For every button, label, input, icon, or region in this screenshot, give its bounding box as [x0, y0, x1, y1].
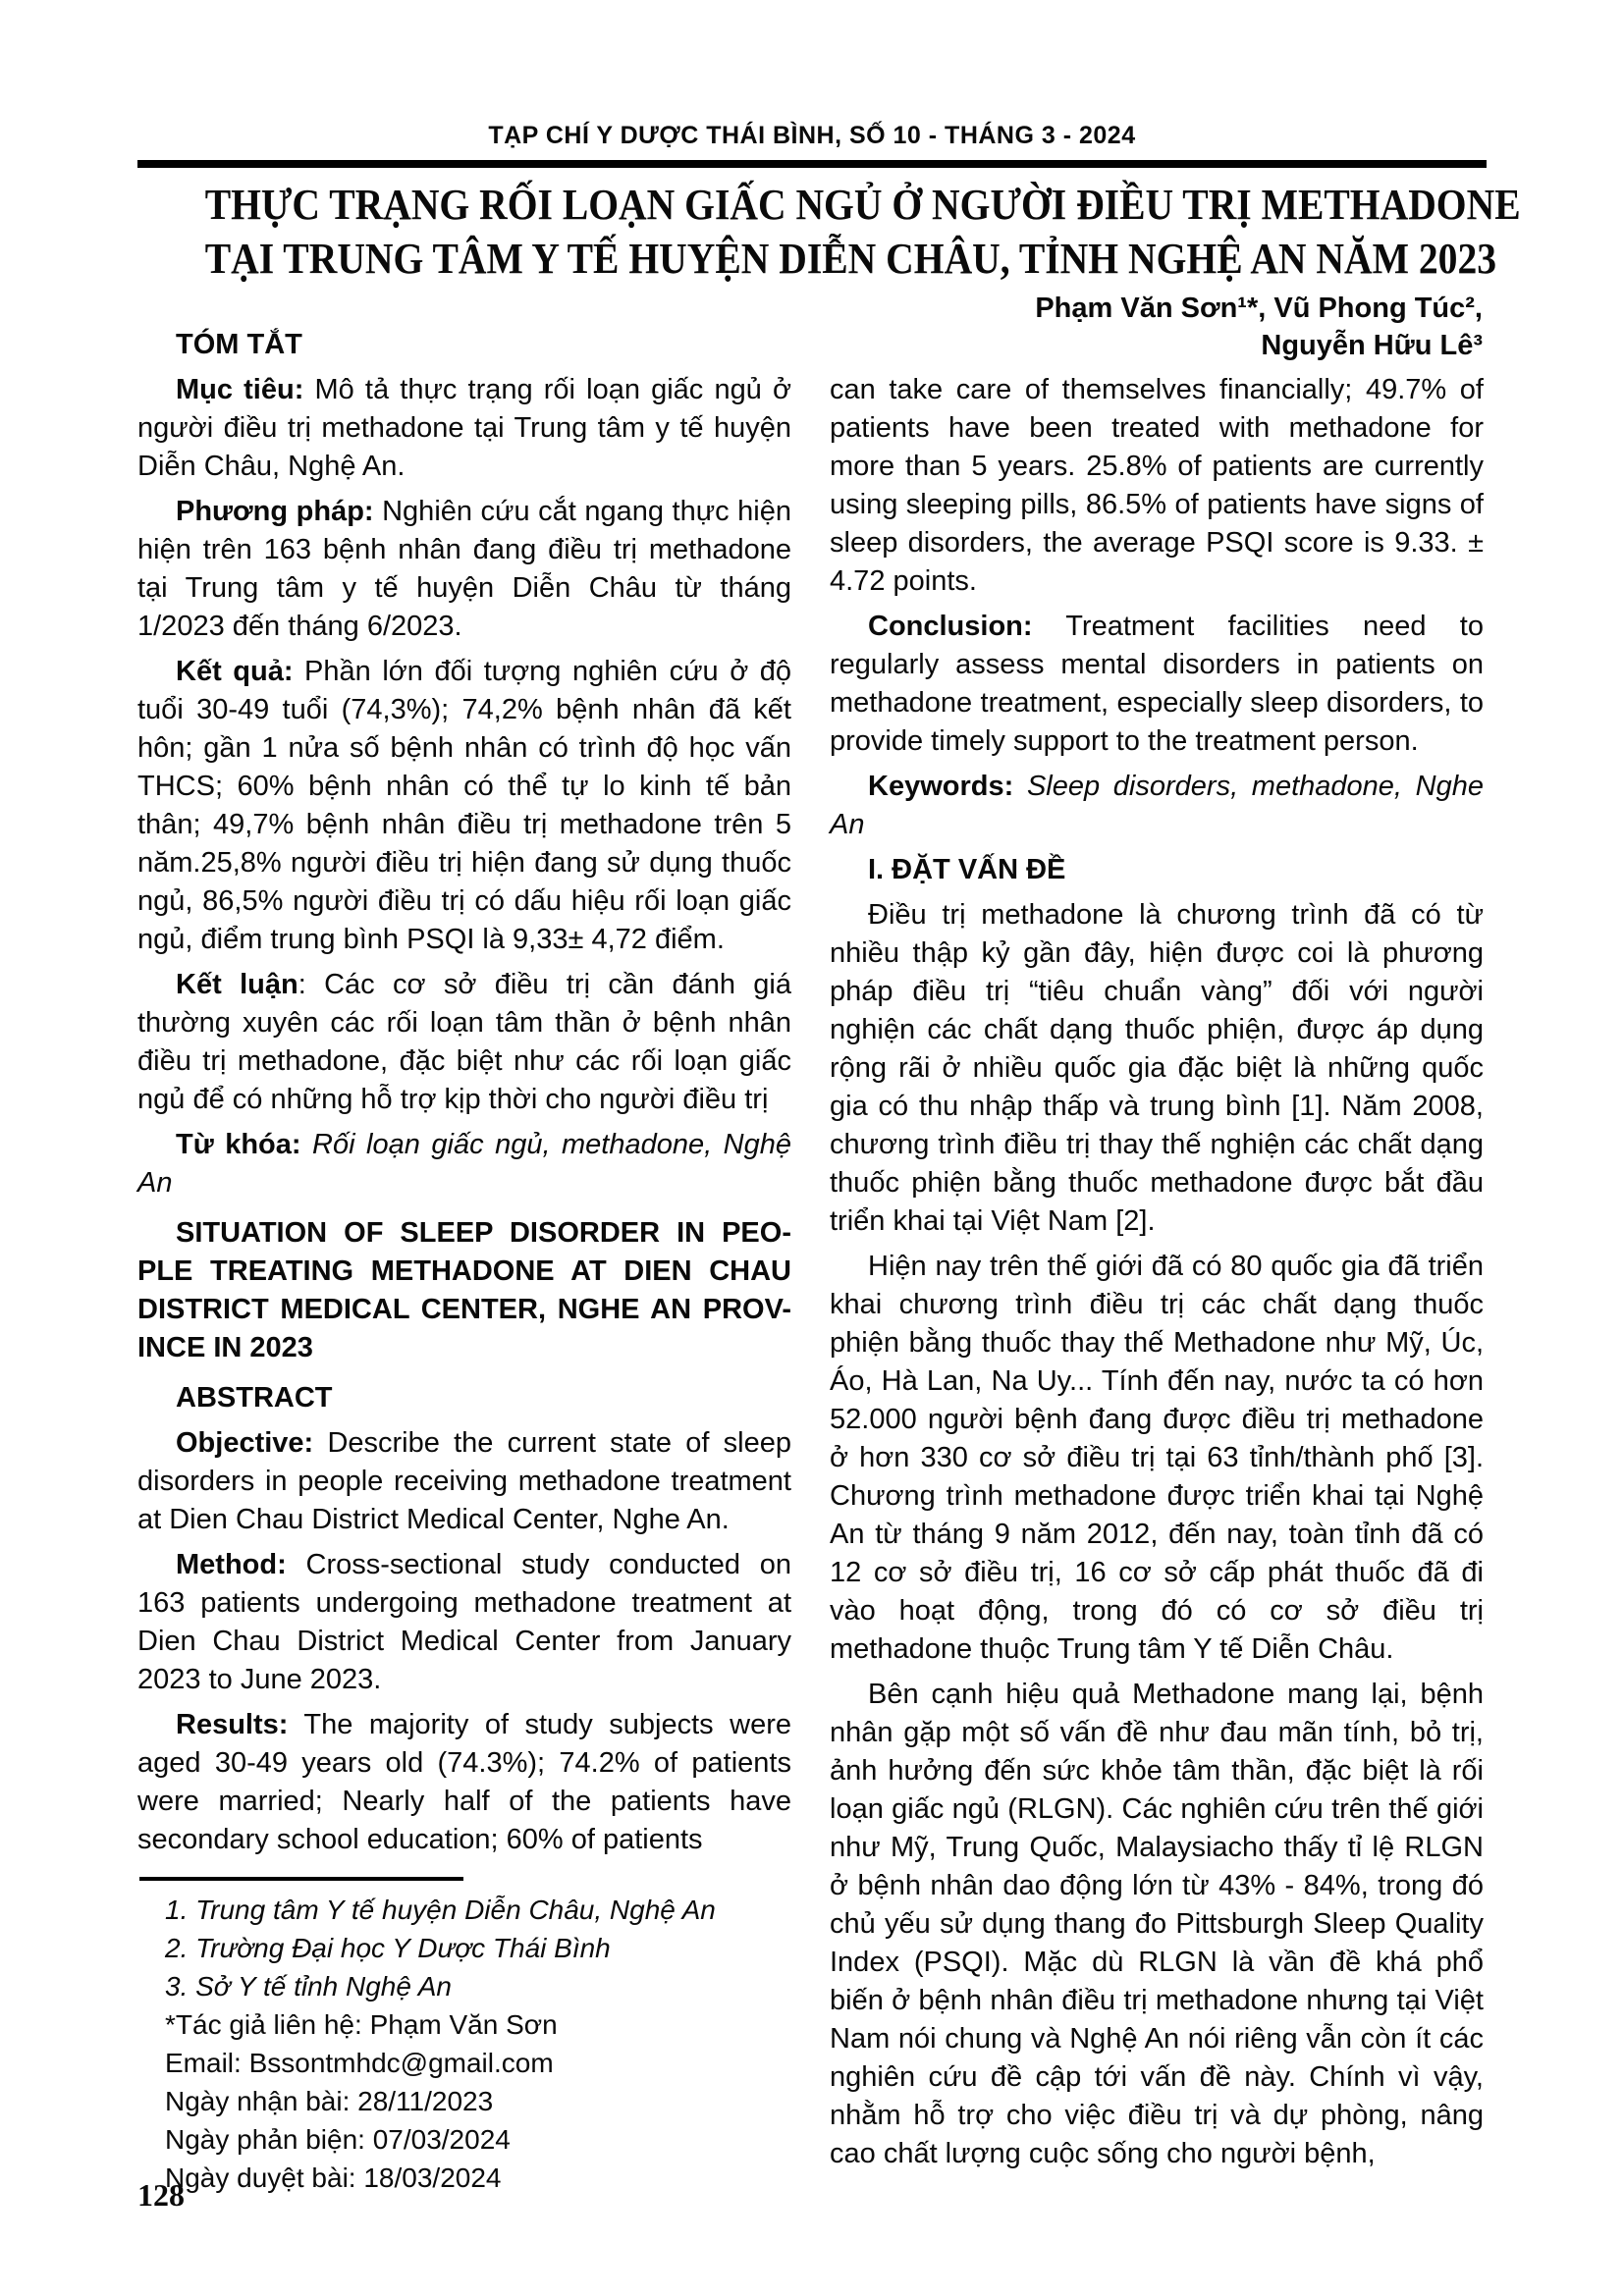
left-column [137, 326, 791, 2197]
english-title-line3: DISTRICT MEDICAL CENTER, NGHE AN PROV- [137, 1294, 791, 1325]
vi-keywords-paragraph [137, 1126, 791, 1202]
date-received: Ngày nhận bài: 28/11/2023 [165, 2086, 494, 2116]
author-line1: Phạm Văn Sơn¹*, Vũ Phong Túc², [1035, 293, 1483, 324]
en-conclusion-paragraph [830, 608, 1484, 761]
article-title-line1: THỰC TRẠNG RỐI LOẠN GIẤC NGỦ Ở NGƯỜI ĐIỀU TRỊ METHADONE [204, 181, 1521, 229]
english-title [137, 1214, 791, 1367]
en-method-text: Cross-sectional study conducted on 163 patients undergoing methadone treatment at Dien Chau District Medical Center from January 2023 to June 2023. [137, 1549, 791, 1695]
author-byline [1035, 290, 1483, 364]
en-conclusion-label: Conclusion: [868, 611, 1033, 642]
en-results-continuation: can take care of themselves financially; 49.7% of patients have been treated with methadone for more than 5 years. 25.8% of patients are currently using sleeping pills, 86.5% of patients have signs of sleep disorders, the average PSQI score is 9.33. ± 4.72 points. [830, 374, 1484, 597]
en-objective-label: Objective: [176, 1427, 314, 1459]
vi-results-label: Kết quả: [176, 656, 294, 687]
vi-objective-paragraph [137, 371, 791, 486]
en-objective-paragraph [137, 1424, 791, 1539]
abstract-vi-heading: TÓM TẮT [176, 329, 302, 360]
vi-method-text: Nghiên cứu cắt ngang thực hiện hiện trên 163 bệnh nhân đang điều trị methadone tại Trung tâm y tế huyện Diễn Châu từ tháng 1/2023 đến tháng 6/2023. [137, 496, 791, 642]
footnote-block [137, 1877, 791, 2197]
vi-method-label: Phương pháp: [176, 496, 374, 527]
english-title-line1: SITUATION OF SLEEP DISORDER IN PEO- [176, 1217, 791, 1249]
english-title-line4: INCE IN 2023 [137, 1332, 313, 1363]
introduction-paragraph-2: Hiện nay trên thế giới đã có 80 quốc gia đã triển khai chương trình điều trị các chất dạng thuốc phiện bằng thuốc thay thế Methadone như Mỹ, Úc, Áo, Hà Lan, Na Uy... Tính đến nay, nước ta có hơn 52.000 người bệnh đang được điều trị methadone ở hơn 330 cơ sở điều trị tại 63 tỉnh/thành phố [3]. Chương trình methadone được triển khai tại Nghệ An từ tháng 9 năm 2012, đến nay, toàn tỉnh đã có 12 cơ sở điều trị, 16 cơ sở cấp phát thuốc đã đi vào hoạt động, trong đó có cơ sở điều trị methadone thuộc Trung tâm Y tế Diễn Châu. [830, 1251, 1484, 1665]
vi-conclusion-text: : Các cơ sở điều trị cần đánh giá thường xuyên các rối loạn tâm thần ở bệnh nhân điều trị methadone, đặc biệt như các rối loạn giấc ngủ để có những hỗ trợ kịp thời cho người điều trị [137, 969, 791, 1115]
vi-conclusion-label: Kết luận [176, 969, 298, 1000]
contact-email: Email: Bssontmhdc@gmail.com [165, 2048, 554, 2078]
en-keywords-text: Sleep disorders, methadone, Nghe An [830, 771, 1484, 840]
vi-results-text: Phần lớn đối tượng nghiên cứu ở độ tuổi 30-49 tuổi (74,3%); 74,2% bệnh nhân đã kết hôn; gần 1 nửa số bệnh nhân có trình độ học vấn THCS; 60% bệnh nhân có thể tự lo kinh tế bản thân; 49,7% bệnh nhân điều trị methadone trên 5 năm.25,8% người điều trị hiện đang sử dụng thuốc ngủ, 86,5% người điều trị có dấu hiệu rối loạn giấc ngủ, điểm trung bình PSQI là 9,33± 4,72 điểm. [137, 656, 792, 955]
introduction-heading: I. ĐẶT VẤN ĐỀ [868, 854, 1066, 885]
author-line2: Nguyễn Hữu Lê³ [1261, 330, 1483, 361]
article-title [137, 178, 1521, 286]
en-objective-text: Describe the current state of sleep disorders in people receiving methadone treatment at Dien Chau District Medical Center, Nghe An. [137, 1427, 791, 1535]
en-conclusion-text: Treatment facilities need to regularly assess mental disorders in patients on methadone treatment, especially sleep disorders, to provide timely support to the treatment person. [830, 611, 1484, 757]
en-results-label: Results: [176, 1709, 289, 1740]
vi-keywords-text: Rối loạn giấc ngủ, methadone, Nghệ An [137, 1129, 791, 1199]
vi-keywords-label: Từ khóa: [176, 1129, 301, 1160]
affiliation-2: 2. Trường Đại học Y Dược Thái Bình [165, 1933, 611, 1963]
page-number: 128 [137, 2177, 185, 2213]
introduction-paragraph-3: Bên cạnh hiệu quả Methadone mang lại, bệnh nhân gặp một số vấn đề như đau mãn tính, bỏ trị, ảnh hưởng đến sức khỏe tâm thần, đặc biệt là rối loạn giấc ngủ (RLGN). Các nghiên cứu trên thế giới như Mỹ, Trung Quốc, Malaysiacho thấy tỉ lệ RLGN ở bệnh nhân dao động lớn từ 43% - 84%, trong đó chủ yếu sử dụng thang đo Pittsburgh Sleep Quality Index (PSQI). Mặc dù RLGN là vần đề khá phổ biến ở bệnh nhân điều trị methadone nhưng tại Việt Nam nói chung và Nghệ An nói riêng vẫn còn ít các nghiên cứu đề cập tới vấn đề này. Chính vì vậy, nhằm hỗ trợ cho việc điều trị và dự phòng, nâng cao chất lượng cuộc sống cho người bệnh, [830, 1679, 1484, 2169]
corresponding-author: *Tác giả liên hệ: Phạm Văn Sơn [165, 2009, 558, 2040]
abstract-en-heading: ABSTRACT [176, 1382, 333, 1414]
footnote-separator [139, 1877, 463, 1881]
english-title-line2: PLE TREATING METHADONE AT DIEN CHAU [137, 1255, 791, 1287]
vi-objective-label: Mục tiêu: [176, 374, 304, 405]
vi-results-paragraph [137, 653, 791, 959]
vi-objective-text: Mô tả thực trạng rối loạn giấc ngủ ở người điều trị methadone tại Trung tâm y tế huyện Diễn Châu, Nghệ An. [137, 374, 791, 482]
header-rule [137, 160, 1487, 168]
en-results-paragraph [137, 1706, 791, 1859]
introduction-paragraph-1: Điều trị methadone là chương trình đã có từ nhiều thập kỷ gần đây, hiện được coi là phương pháp điều trị “tiêu chuẩn vàng” đối với người nghiện các chất dạng thuốc phiện, được áp dụng rộng rãi ở nhiều quốc gia đặc biệt là những quốc gia có thu nhập thấp và trung bình [1]. Năm 2008, chương trình điều trị thay thế nghiện các chất dạng thuốc phiện bằng thuốc methadone được bắt đầu triển khai tại Việt Nam [2]. [830, 899, 1484, 1237]
journal-header: TẠP CHÍ Y DƯỢC THÁI BÌNH, SỐ 10 - THÁNG 3 - 2024 [488, 122, 1136, 149]
article-title-line2: TẠI TRUNG TÂM Y TẾ HUYỆN DIỄN CHÂU, TỈNH NGHỆ AN NĂM 2023 [204, 235, 1497, 283]
affiliation-3: 3. Sở Y tế tỉnh Nghệ An [165, 1971, 452, 2002]
vi-conclusion-paragraph [137, 966, 791, 1119]
date-accepted: Ngày duyệt bài: 18/03/2024 [165, 2163, 502, 2193]
affiliation-1: 1. Trung tâm Y tế huyện Diễn Châu, Nghệ An [165, 1895, 716, 1925]
en-results-text: The majority of study subjects were aged 30-49 years old (74.3%); 74.2% of patients were married; Nearly half of the patients have secondary school education; 60% of patients [137, 1709, 791, 1855]
date-reviewed: Ngày phản biện: 07/03/2024 [165, 2124, 511, 2155]
en-keywords-label: Keywords: [868, 771, 1014, 802]
right-column [830, 371, 1484, 2173]
vi-method-paragraph [137, 493, 791, 646]
en-method-paragraph [137, 1546, 791, 1699]
en-keywords-paragraph [830, 768, 1484, 844]
en-method-label: Method: [176, 1549, 287, 1580]
